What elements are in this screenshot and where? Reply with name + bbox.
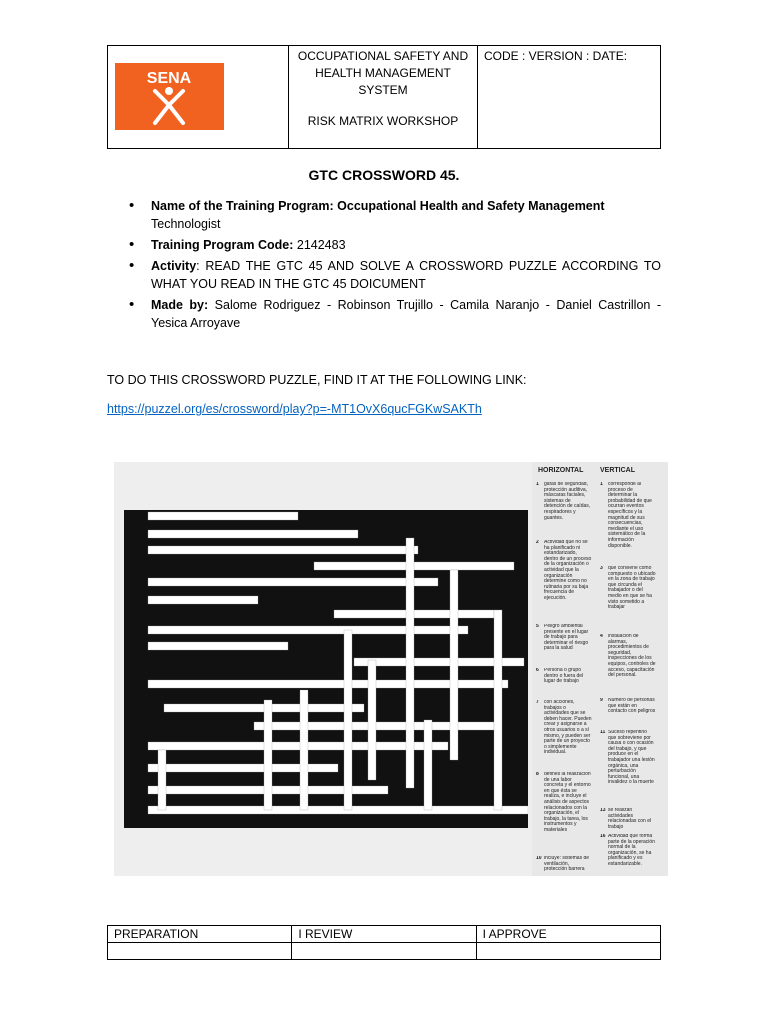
activity-item: • Activity: READ THE GTC 45 AND SOLVE A CROSSWORD PUZZLE ACCORDING TO WHAT YOU READ IN THE GTC 45 DOICUMENT xyxy=(107,257,661,293)
document-header xyxy=(107,45,661,149)
horizontal-heading: HORIZONTAL xyxy=(538,467,584,474)
crossword-link[interactable]: https://puzzel.org/es/crossword/play?p=-MT1OvX6qucFGKwSAKTh xyxy=(107,402,482,416)
horizontal-clue: 10 incluye: sistemas de ventilación, protección barrera xyxy=(536,856,590,873)
review-header: I REVIEW xyxy=(292,926,476,943)
approve-cell[interactable] xyxy=(476,943,660,960)
system-title-line1: OCCUPATIONAL SAFETY AND xyxy=(297,49,469,63)
vertical-heading: VERTICAL xyxy=(600,467,635,474)
vertical-clue: 3 que conviene como compuesto o ubicado en la zona de trabajo que circunda el trabajador o del medio en que se ha visto sometido a trabajar xyxy=(600,566,656,611)
svg-text:SENA: SENA xyxy=(146,70,192,87)
preparation-header: PREPARATION xyxy=(108,926,292,943)
vertical-clue: 4 instalación de alarmas, procedimientos de seguridad, inspecciones de los equipos, controles de acceso, capacitación del personal. xyxy=(600,634,656,679)
project-details xyxy=(107,197,661,335)
horizontal-clue: 5 Peligro ambiental presente en el lugar de trabajo para determinar el riesgo para la salud xyxy=(536,624,589,652)
approve-header: I APPROVE xyxy=(476,926,660,943)
system-title-line2: HEALTH MANAGEMENT xyxy=(315,66,451,80)
program-name-item: • Name of the Training Program: Occupational Health and Safety Management Technologist xyxy=(107,197,661,233)
system-title-line3: SYSTEM xyxy=(358,83,408,97)
program-code-item: • Training Program Code: 2142483 xyxy=(107,236,661,254)
vertical-clue: 9 Número de personas que están en contacto con peligros xyxy=(600,698,656,715)
review-cell[interactable] xyxy=(292,943,476,960)
document-title: GTC CROSSWORD 45. xyxy=(308,167,460,183)
horizontal-clue: 7 con acciones, trabajos o actividades que se deben hacer. Pueden crear y asignarse a otros usuarios o a sí mismo, y pueden ser parte de un proyecto o simplemente individual. xyxy=(536,700,592,756)
horizontal-clue: 6 Persona o grupo dentro o fuera del lugar de trabajo xyxy=(536,668,584,685)
sena-logo xyxy=(115,63,224,130)
horizontal-clue: 8 defines la realización de una labor concreta y el entorno en que ésta se realiza, e incluye el análisis de aspectos relacionados con la organización, el trabajo, la tarea, los instrumentos y materiales xyxy=(536,772,591,833)
made-by-item: • Made by: Salome Rodriguez - Robinson Trujillo - Camila Naranjo - Daniel Castrillon - Yesica Arroyave xyxy=(107,296,661,332)
workshop-title: RISK MATRIX WORKSHOP xyxy=(307,114,459,128)
logo-cell xyxy=(108,46,289,149)
crossword-image xyxy=(114,462,668,876)
preparation-cell[interactable] xyxy=(108,943,292,960)
vertical-clue: 11 Suceso repentino que sobreviene por causa o con ocasión del trabajo, y que produce en el trabajador una lesión orgánica, una perturbación funcional, una invalidez o la muerte xyxy=(600,730,655,786)
crossword-grid xyxy=(124,510,528,828)
crossword-clues xyxy=(532,462,668,876)
sena-logo-icon xyxy=(115,63,224,130)
horizontal-clue: 1 gafas de seguridad, protección auditiva, máscaras faciales, sistemas de detención de caídas, respiradores y guantes. xyxy=(536,482,591,521)
vertical-clue: 13 se realizan actividades relacionadas con el trabajo xyxy=(600,808,652,830)
system-title-cell xyxy=(289,46,478,149)
vertical-clue: 1 corresponde al proceso de determinar la probabilidad de que ocurran eventos específicos y la magnitud de sus consecuencias, mediante el uso sistemático de la información disponible. xyxy=(600,482,652,549)
code-version-date: CODE : VERSION : DATE: xyxy=(478,46,661,149)
horizontal-clue: 2 Actividad que no se ha planificado ni estandarizado, dentro de un proceso de la organización o actividad que la organización determine como no rutinaria por su baja frecuencia de ejecución. xyxy=(536,540,592,601)
instruction-text: TO DO THIS CROSSWORD PUZZLE, FIND IT AT THE FOLLOWING LINK: xyxy=(107,373,527,387)
vertical-clue: 16 Actividad que forma parte de la operación normal de la organización, se ha planificado y es estandarizable. xyxy=(600,834,655,867)
approval-table xyxy=(107,925,661,960)
